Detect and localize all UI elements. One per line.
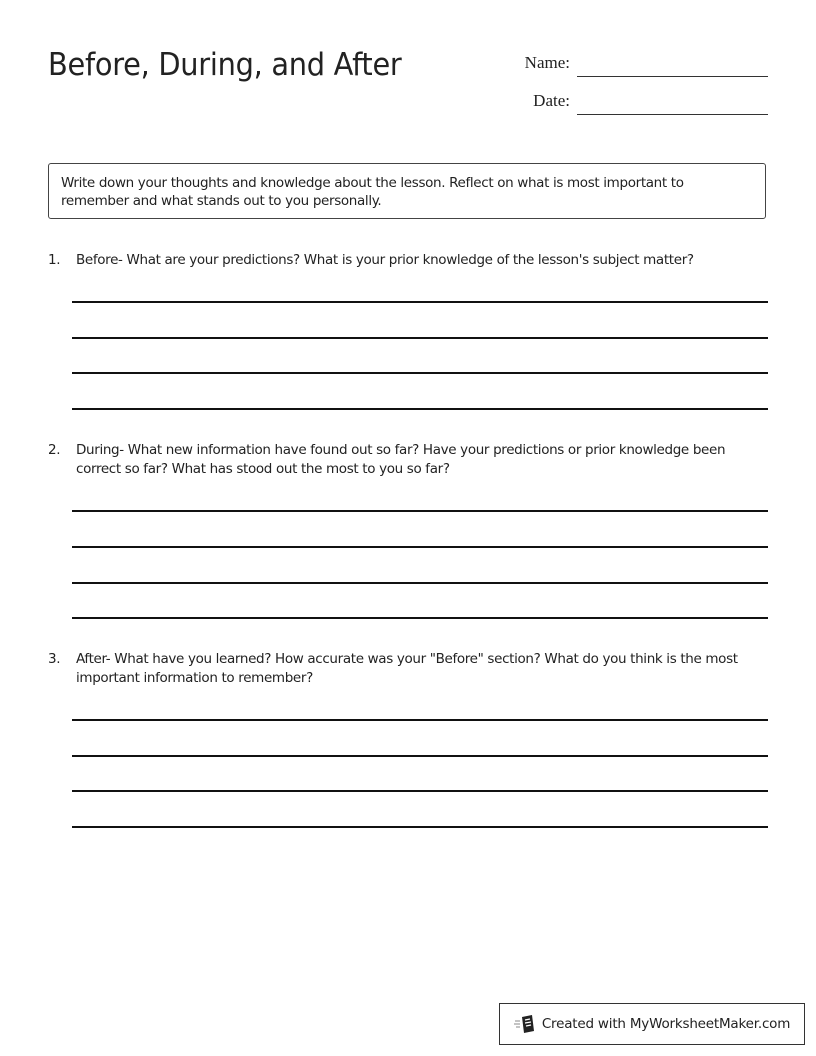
answer-line-1-3[interactable] — [72, 372, 768, 374]
question-text: After- What have you learned? How accurate was your "Before" section? What do you think is the most important information to remember? — [76, 651, 738, 686]
answer-line-2-1[interactable] — [72, 510, 768, 512]
question-number: 2. — [48, 442, 61, 458]
question-2 — [48, 441, 768, 479]
question-3 — [48, 650, 768, 688]
instructions-box — [48, 163, 766, 219]
question-1 — [48, 251, 768, 270]
question-text: Before- What are your predictions? What is your prior knowledge of the lesson's subject matter? — [76, 252, 694, 268]
answer-line-3-3[interactable] — [72, 790, 768, 792]
worksheet-logo-icon — [514, 1014, 536, 1034]
answer-line-1-1[interactable] — [72, 301, 768, 303]
footer-text: Created with MyWorksheetMaker.com — [541, 1016, 791, 1032]
instructions-text: Write down your thoughts and knowledge about the lesson. Reflect on what is most important to remember and what stands out to you personally. — [61, 175, 684, 209]
answer-line-2-4[interactable] — [72, 617, 768, 619]
name-field[interactable] — [577, 76, 768, 77]
answer-line-3-1[interactable] — [72, 719, 768, 721]
answer-line-3-2[interactable] — [72, 755, 768, 757]
answer-line-2-3[interactable] — [72, 582, 768, 584]
question-number: 3. — [48, 651, 61, 667]
worksheet-title: Before, During, and After — [48, 47, 402, 83]
date-label: Date: — [533, 91, 570, 110]
question-text: During- What new information have found out so far? Have your predictions or prior knowledge been correct so far? What has stood out the most to you so far? — [76, 442, 726, 477]
answer-line-3-4[interactable] — [72, 826, 768, 828]
name-label: Name: — [524, 53, 570, 72]
answer-line-2-2[interactable] — [72, 546, 768, 548]
answer-line-1-4[interactable] — [72, 408, 768, 410]
footer-credit[interactable] — [499, 1003, 805, 1045]
question-number: 1. — [48, 252, 61, 268]
date-field[interactable] — [577, 114, 768, 115]
answer-line-1-2[interactable] — [72, 337, 768, 339]
